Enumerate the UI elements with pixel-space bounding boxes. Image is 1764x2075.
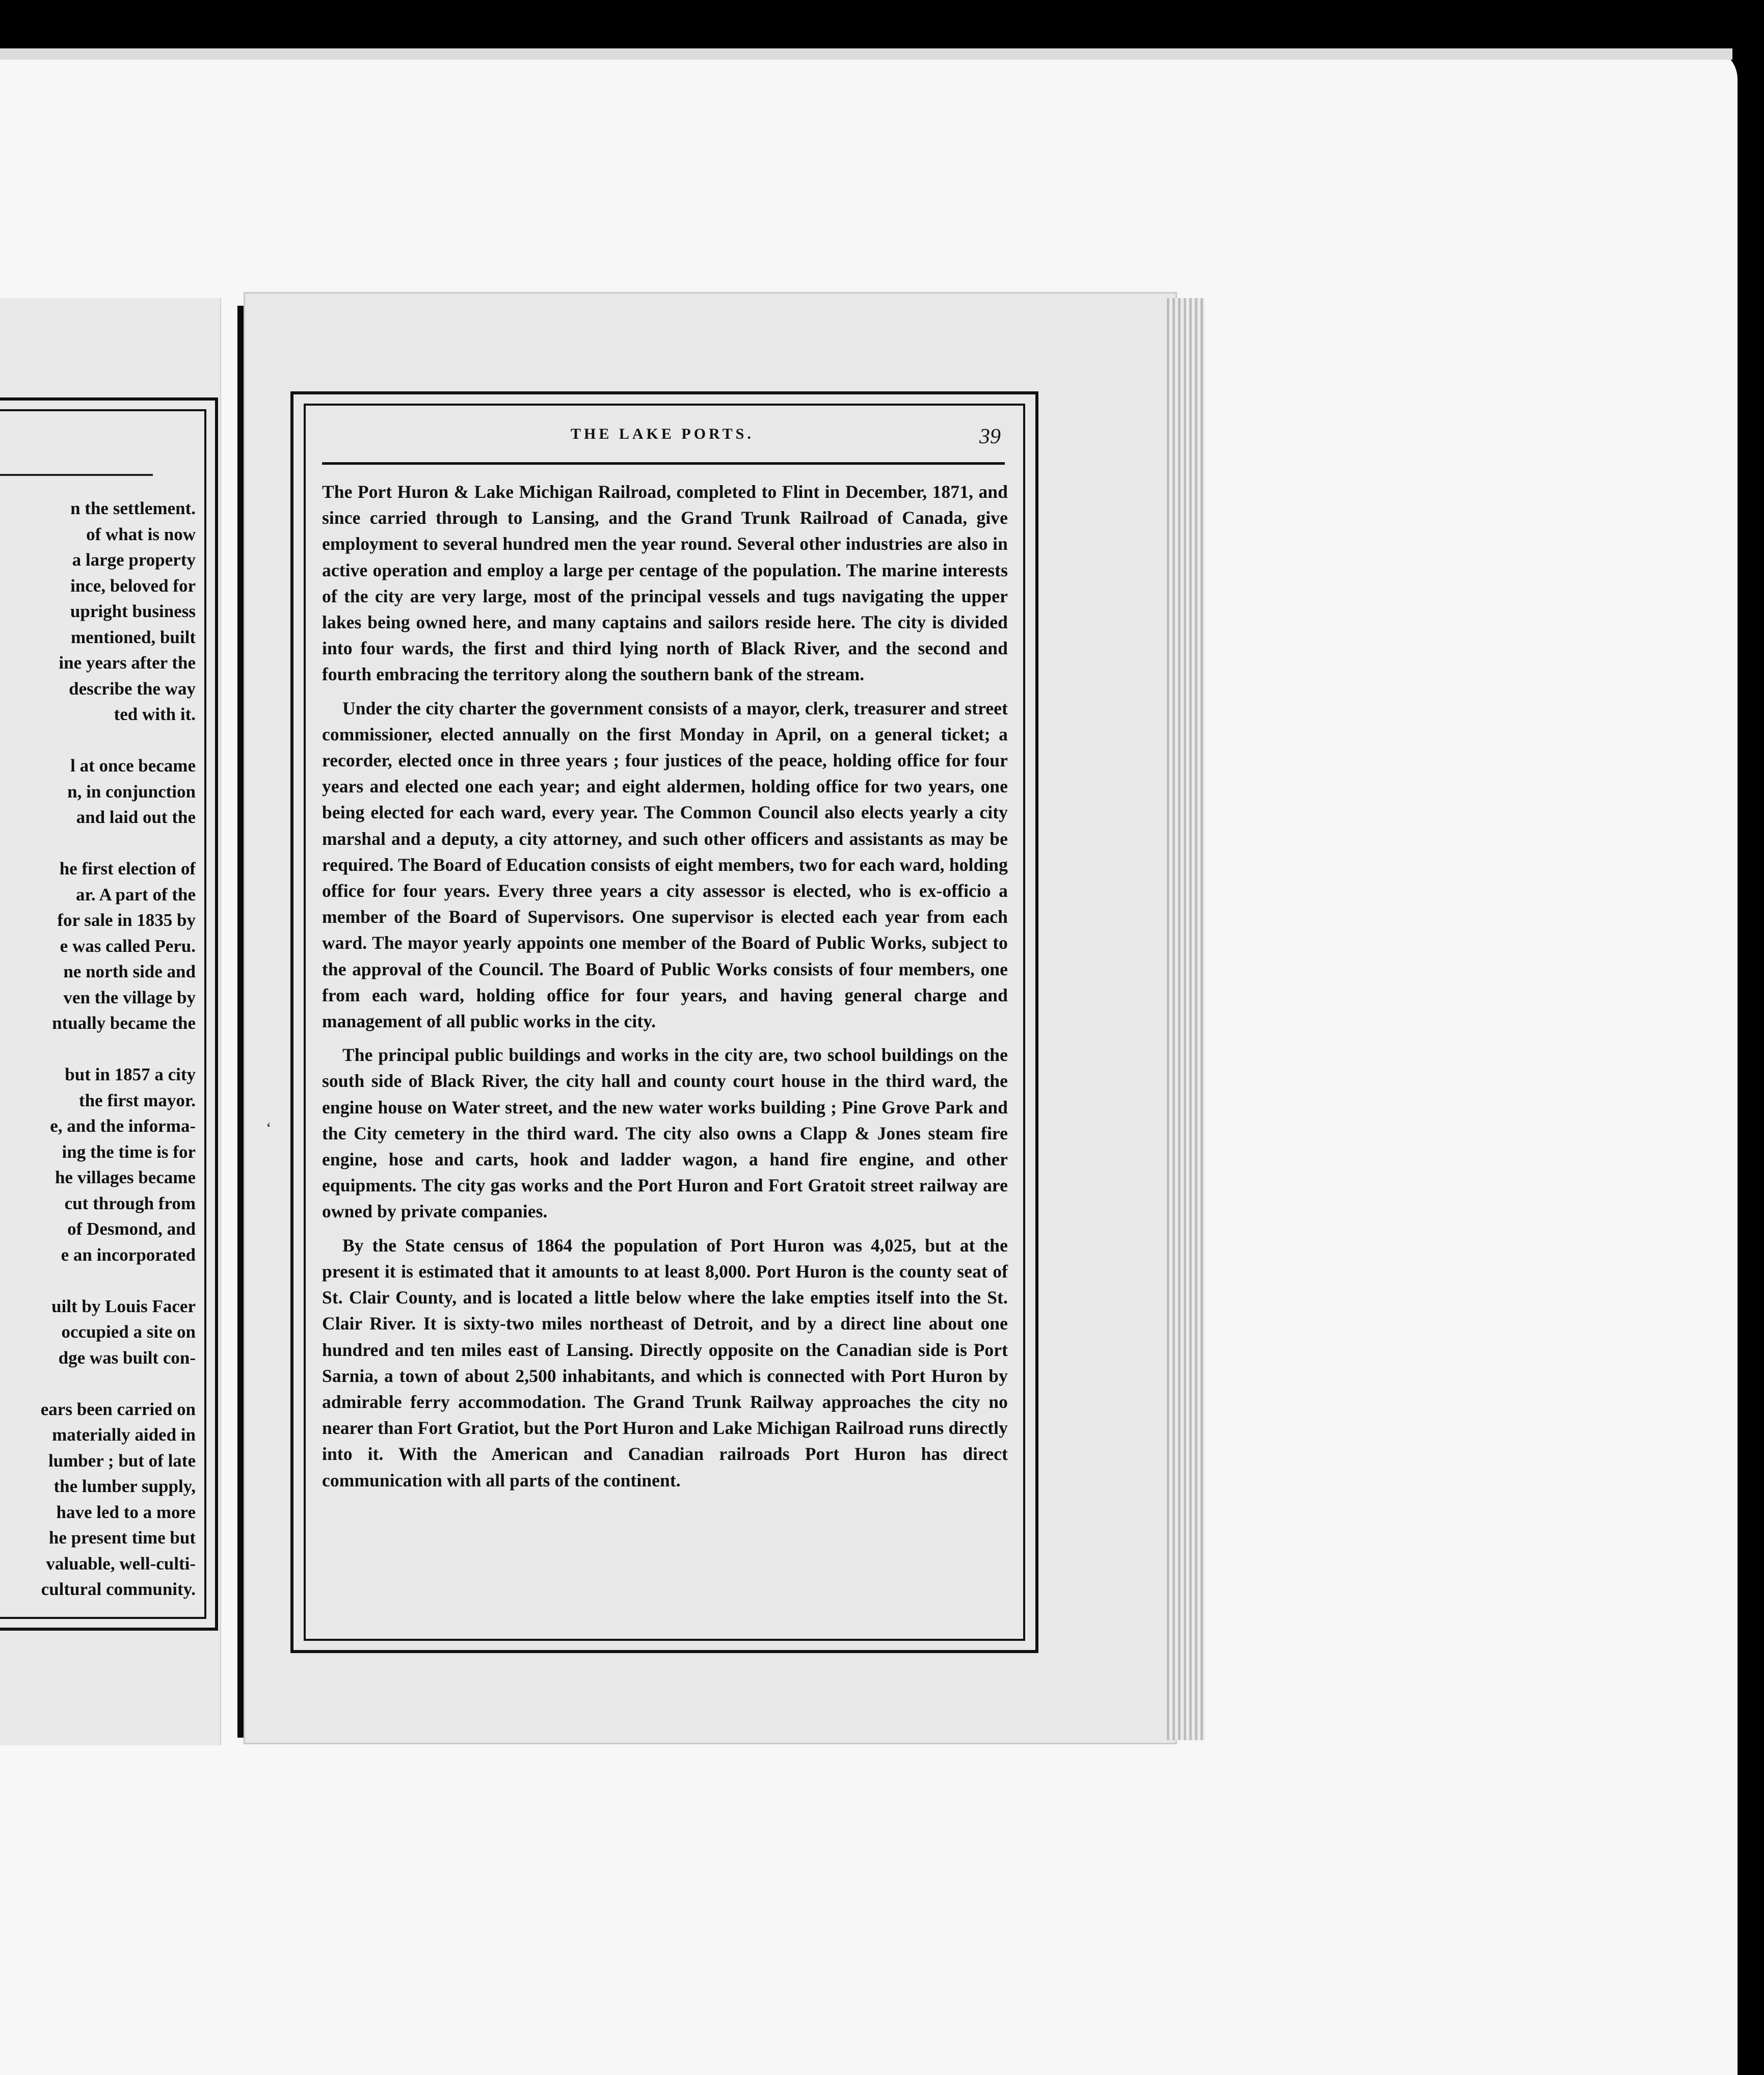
left-page-line: ted with it. [114,704,196,724]
left-page-line: cut through from [64,1193,196,1213]
page-edges [1167,298,1205,1740]
left-page-line: a large property [72,550,196,570]
left-page-line: ince, beloved for [70,575,196,596]
paragraph-city-charter: Under the city charter the government consists of a mayor, clerk, treasurer and street commissioner, elected annually on the first Monday in April, on a general ticket; a recorder, elected once in three years ; four justices of the peace, holding office for four years and elected one each year; and eight aldermen, holding office for two years, one being elected for each ward, every year. The Common Council also elects yearly a city marshal and a deputy, a city attorney, and such other officers and assistants as may be required. The Board of Education consists of eight members, two for each ward, holding office for four years. Every three years a city assessor is elected, who is ex-officio a member of the Board of Supervisors. One supervisor is elected each year from each ward. The mayor yearly appoints one member of the Board of Public Works, subject to the approval of the Council. The Board of Public Works consists of four members, one from each ward, holding office for four years, and having general charge and management of all public works in the city. [322,698,1008,1032]
left-page-line: ing the time is for [62,1141,196,1162]
left-page-line: for sale in 1835 by [57,910,196,930]
left-page-line: and laid out the [76,807,196,827]
left-page-paragraph-gap [2,1036,196,1062]
left-page-line: uilt by Louis Facer [51,1296,196,1316]
running-head: THE LAKE PORTS. [571,425,754,442]
left-page-line: but in 1857 a city [65,1065,196,1084]
left-page-paragraph-gap [2,831,196,857]
left-page-line: materially aided in [52,1425,196,1445]
left-page-line: he present time but [48,1528,196,1548]
paragraph-population: By the State census of 1864 the population of Port Huron was 4,025, but at the present it is estimated that it amounts to at least 8,000. Port Huron is the county seat of St. Clair County, and is located a little below where the lake empties itself into the St. Clair River. It is sixty-two miles northeast of Detroit, and by a direct line about one hundred and ten miles east of Lansing. Directly opposite on the Canadian side is Port Sarnia, a town of about 2,500 inhabitants, and which is connected with Port Huron by admirable ferry accommodation. The Grand Trunk Railway approaches the city no nearer than Fort Gratiot, but the Port Huron and Lake Michigan Railroad runs directly into it. With the American and Canadian railroads Port Huron has direct communication with all parts of the continent. [322,1235,1008,1491]
body-text [322,479,1008,1494]
left-page-line: the first mayor. [78,1090,196,1110]
left-page-line: the lumber supply, [54,1476,196,1496]
margin-mark: ‘ [266,1119,272,1137]
left-page-line: ine years after the [59,653,196,673]
left-page-line: upright business [70,601,196,621]
left-page-line: n the settlement. [70,498,196,518]
left-page-paragraph-gap [2,728,196,754]
left-page-line: n, in conjunction [67,781,196,802]
left-page-line: dge was built con- [58,1347,196,1368]
left-page-line: e was called Peru. [60,936,196,956]
left-page-line: describe the way [69,678,196,699]
page-number: 39 [979,425,1001,448]
left-page-paragraph-gap [2,1371,196,1397]
scan-sheet-edge [0,48,1732,60]
left-page-text [2,496,196,1603]
left-page-line: ntually became the [52,1013,196,1033]
left-page-line: he villages became [55,1167,196,1187]
left-page-line: have led to a more [56,1502,196,1522]
left-page-line: ne north side and [63,962,196,981]
left-page-line: of what is now [86,524,196,544]
left-page-line: ar. A part of the [76,884,196,905]
left-page-head-rule [0,474,153,476]
left-page-line: occupied a site on [61,1322,196,1342]
left-page-line: e an incorporated [61,1244,196,1265]
left-page-line: cultural community. [41,1579,196,1599]
left-page-line: he first election of [59,859,196,879]
left-page-line: ears been carried on [40,1399,196,1419]
paragraph-railroads: The Port Huron & Lake Michigan Railroad, completed to Flint in December, 1871, and since carried through to Lansing, and the Grand Trunk Railroad of Canada, give employment to several hundred men the year round. Several other industries are also in active operation and employ a large per centage of the population. The marine interests of the city are very large, most of the principal vessels and tugs navigating the upper lakes being owned here, and many captains and sailors reside here. The city is divided into four wards, the first and third lying north of Black River, and the second and fourth embracing the territory along the southern bank of the stream. [322,482,1008,685]
left-page-line: mentioned, built [70,627,196,647]
left-page-line: e, and the informa- [50,1116,196,1136]
left-page-line: valuable, well-culti- [46,1553,196,1574]
left-page-line: of Desmond, and [67,1219,196,1239]
head-rule [322,462,1005,465]
left-page-paragraph-gap [2,1268,196,1294]
left-page-line: ven the village by [63,987,196,1007]
left-page-line: lumber ; but of late [48,1450,196,1471]
left-page [0,298,221,1745]
paragraph-public-buildings: The principal public buildings and works in the city are, two school buildings on the south side of Black River, the city hall and county court house in the third ward, the engine house on Water street, and the new water works building ; Pine Grove Park and the City cemetery in the third ward. The city also owns a Clapp & Jones steam fire engine, hose and carts, hook and ladder wagon, a hand fire engine, and other equipments. The city gas works and the Port Huron and Fort Gratoit street railway are owned by private companies. [322,1045,1008,1222]
left-page-line: l at once became [70,756,196,776]
